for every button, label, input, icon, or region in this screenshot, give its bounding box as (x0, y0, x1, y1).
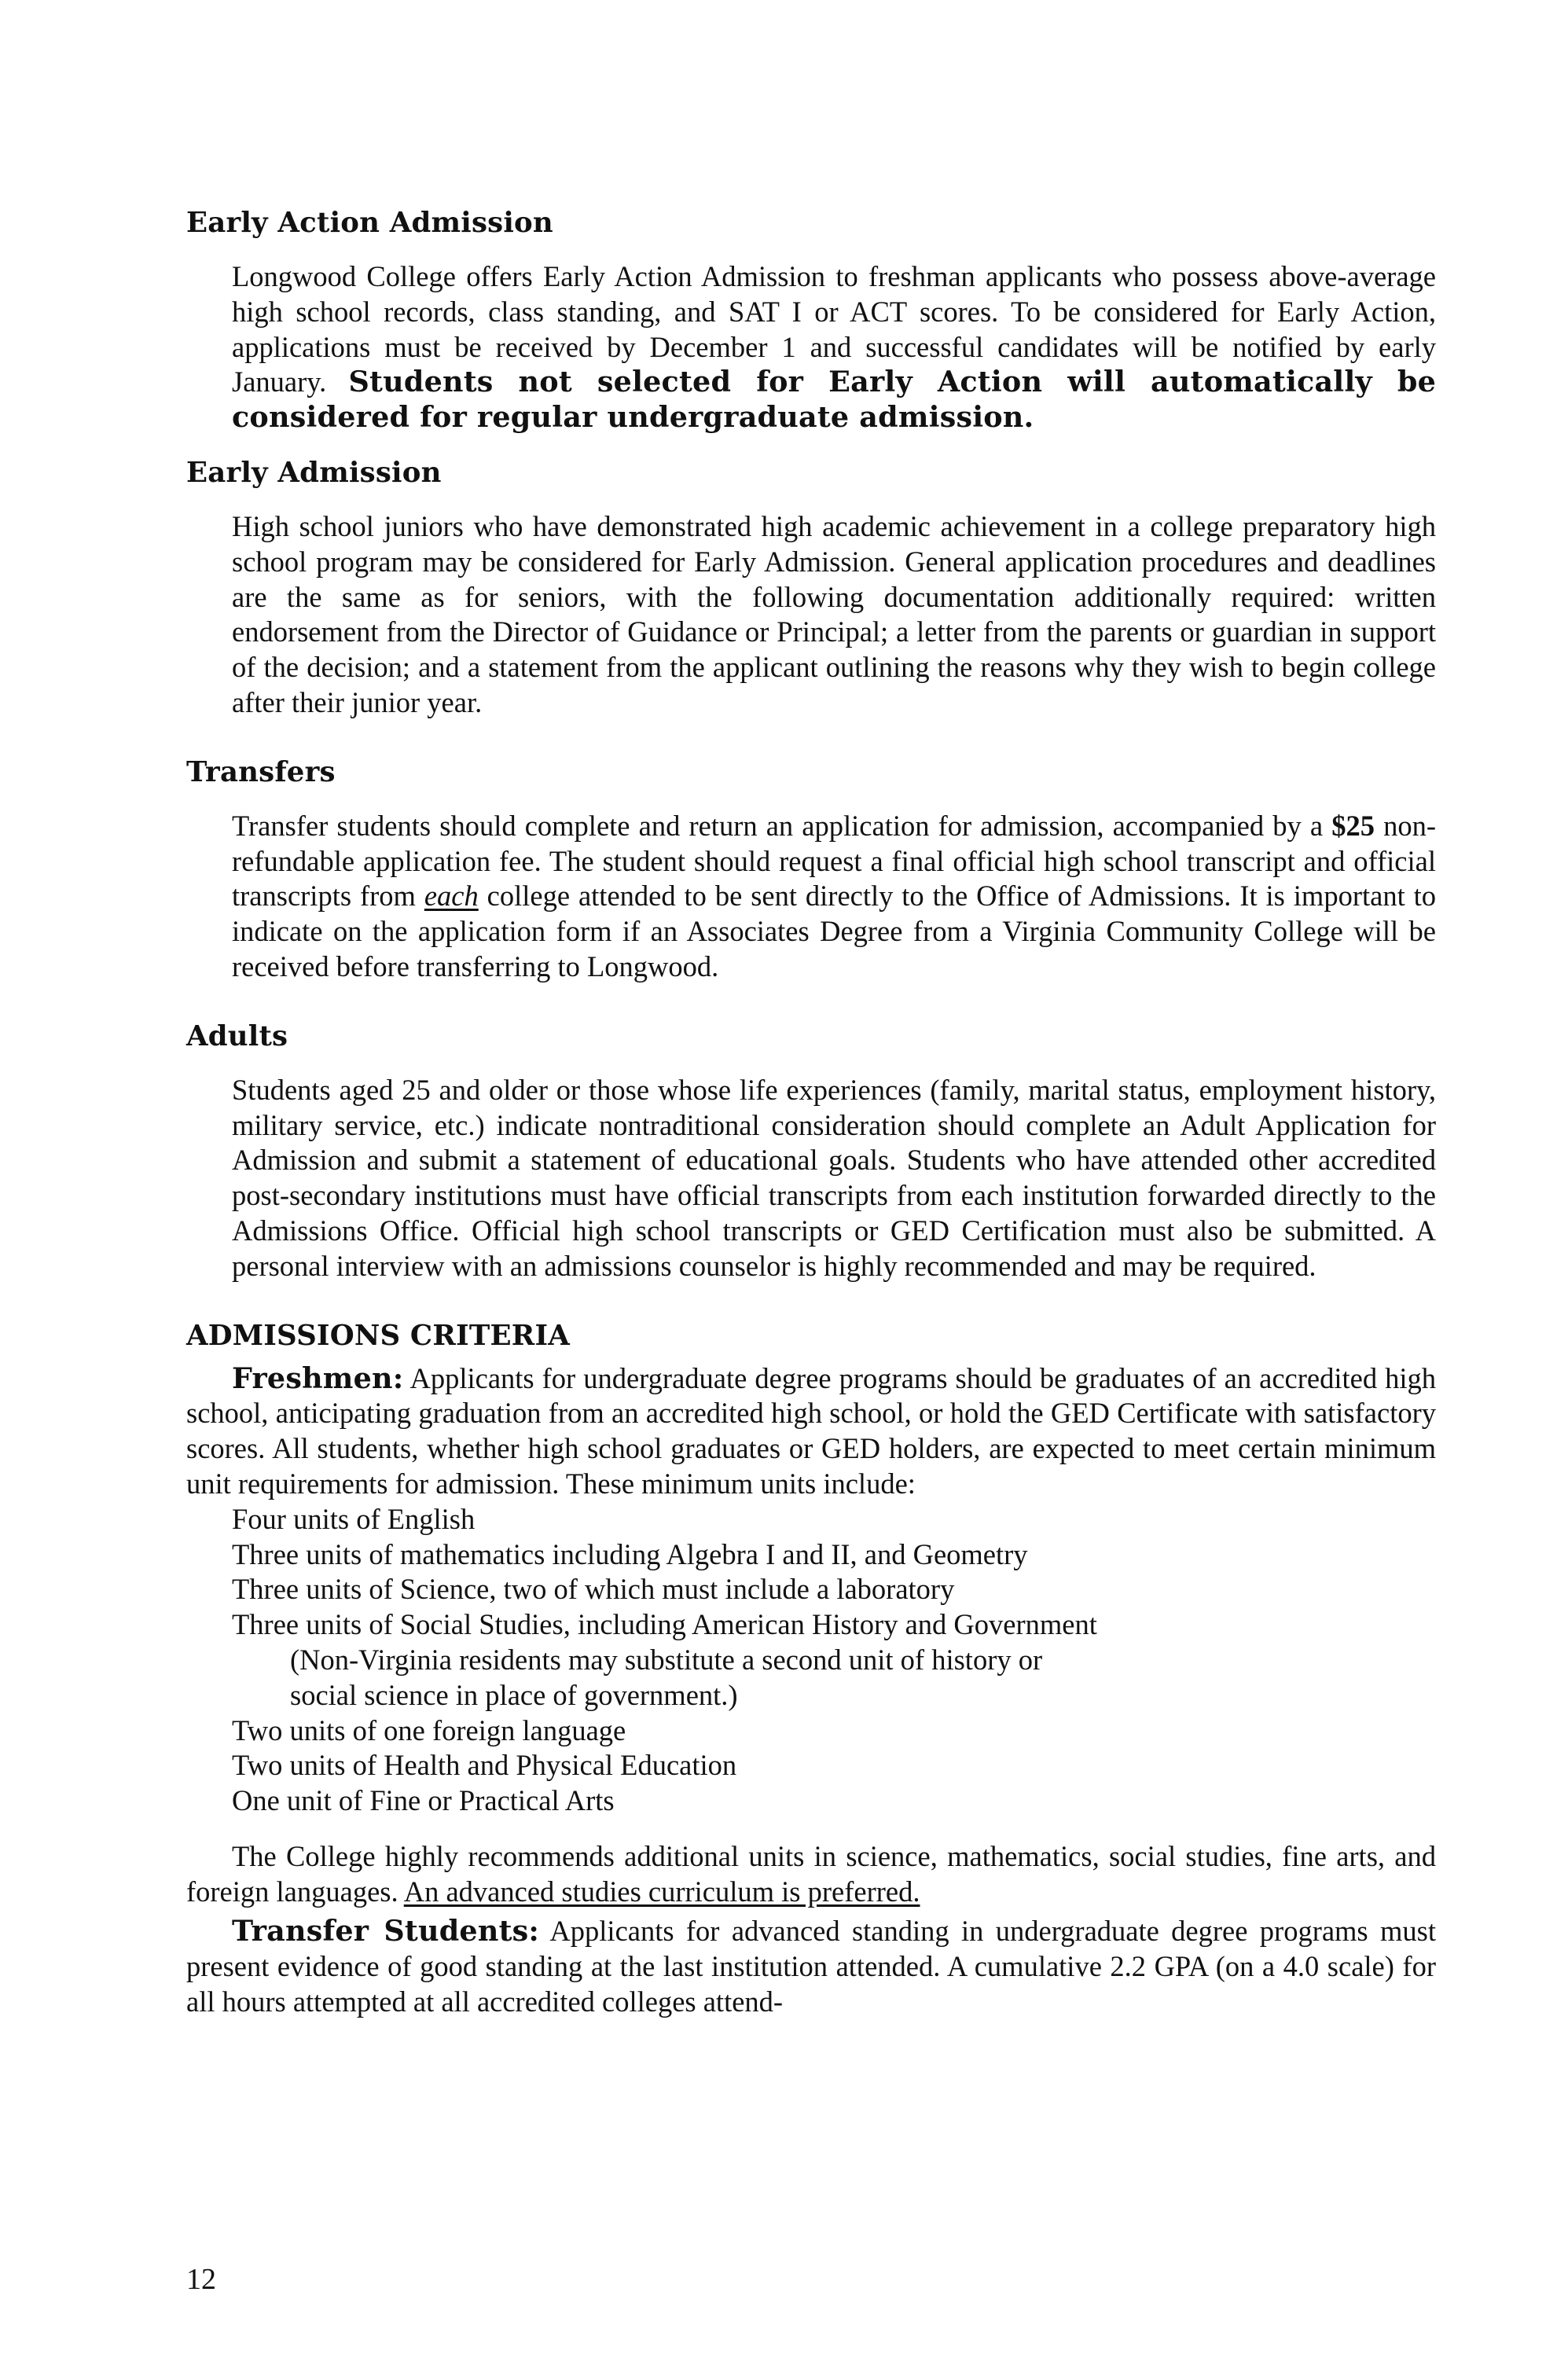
page-number: 12 (186, 2263, 216, 2296)
early-admission-heading: Early Admission (186, 456, 442, 489)
unit-requirements-list (186, 1502, 1436, 1819)
freshmen-label: Freshmen: (232, 1361, 404, 1395)
transfer-students-label: Transfer Students: (232, 1914, 540, 1948)
list-item-note: social science in place of government.) (290, 1678, 738, 1711)
transfers-paragraph (186, 809, 1436, 985)
adults-heading: Adults (186, 1019, 288, 1052)
recommendation-text: The College highly recommends additional units in science, mathematics, social studies, fine arts, and foreign languages. (186, 1839, 1436, 1908)
list-item: Two units of Health and Physical Education (232, 1749, 737, 1782)
transfer-students-paragraph (186, 1914, 1436, 2019)
section-adults (186, 1019, 1436, 1284)
list-item: Two units of one foreign language (232, 1713, 626, 1746)
section-transfers (186, 755, 1436, 985)
early-admission-body: High school juniors who have demonstrated high academic achievement in a college preparatory high school program may be considered for Early Admission. General application procedures and deadlines are the same as for seniors, with the following documentation additionally required: written endorsement from the Director of Guidance or Principal; a letter from the parents or guardian in support of the decision; and a statement from the applicant outlining the reasons why they wish to begin college after their junior year. (232, 509, 1436, 718)
list-item: Three units of mathematics including Algebra I and II, and Geometry (232, 1537, 1028, 1570)
section-early-action (186, 206, 1436, 435)
freshmen-body: Applicants for undergraduate degree programs should be graduates of an accredited high school, anticipating graduation from an accredited high school, or hold the GED Certificate with satisfactory scores. All students, whether high school graduates or GED holders, are expected to meet certain minimum unit requirements for admission. These minimum units include: (186, 1361, 1436, 1500)
list-item: Three units of Science, two of which must include a laboratory (232, 1573, 955, 1606)
freshmen-paragraph (186, 1361, 1436, 1502)
early-action-heading: Early Action Admission (186, 207, 553, 239)
adults-body: Students aged 25 and older or those whose life experiences (family, marital status, employment history, military service, etc.) indicate nontraditional consideration should complete an Adult Application for Admission and submit a statement of educational goals. Students who have attended other accredited post-secondary institutions must have official transcripts from each institution forwarded directly to the Admissions Office. Official high school transcripts or GED Certification must also be submitted. A personal interview with an admissions counselor is highly recommended and may be required. (232, 1073, 1436, 1282)
list-item: Four units of English (232, 1502, 476, 1535)
recommendation-underlined: An advanced studies curriculum is preferred. (403, 1875, 920, 1908)
transfers-heading: Transfers (186, 755, 336, 788)
transfers-body-part2: non-refundable application fee. The student should request a final official high school transcript and official transcripts from (232, 809, 1437, 913)
list-item-note: (Non-Virginia residents may substitute a second unit of history or (290, 1643, 1043, 1676)
admissions-criteria-heading: ADMISSIONS CRITERIA (186, 1319, 570, 1352)
early-action-paragraph (186, 259, 1436, 435)
early-action-bold-note: Students not selected for Early Action will automatically be considered for regular undergraduate admission. (232, 365, 1436, 435)
page-content (186, 206, 1436, 2020)
recommendation-paragraph (186, 1839, 1436, 1910)
section-admissions-criteria (186, 1319, 1436, 2020)
early-action-body: Longwood College offers Early Action Admission to freshman applicants who possess above-average high school records, class standing, and SAT I or ACT scores. To be considered for Early Action, applications must be received by December 1 and successful candidates will be notified by early January. (232, 260, 1436, 399)
transfers-emphasis: each (424, 880, 479, 913)
transfers-body-part3: college attended to be sent directly to the Office of Admissions. It is important to indicate on the application form if an Associates Degree from a Virginia Community College will be received before transferring to Longwood. (232, 880, 1437, 982)
list-item: Three units of Social Studies, including American History and Government (232, 1608, 1097, 1641)
transfers-fee: $25 (1331, 809, 1375, 842)
list-item: One unit of Fine or Practical Arts (232, 1784, 615, 1817)
transfers-body-part1: Transfer students should complete and return an application for admission, accompanied by a (232, 809, 1324, 842)
transfer-students-body: Applicants for advanced standing in undergraduate degree programs must present evidence of good standing at the last institution attended. A cumulative 2.2 GPA (on a 4.0 scale) for all hours attempted at all accredited colleges attend- (186, 1915, 1436, 2018)
section-early-admission (186, 456, 1436, 721)
